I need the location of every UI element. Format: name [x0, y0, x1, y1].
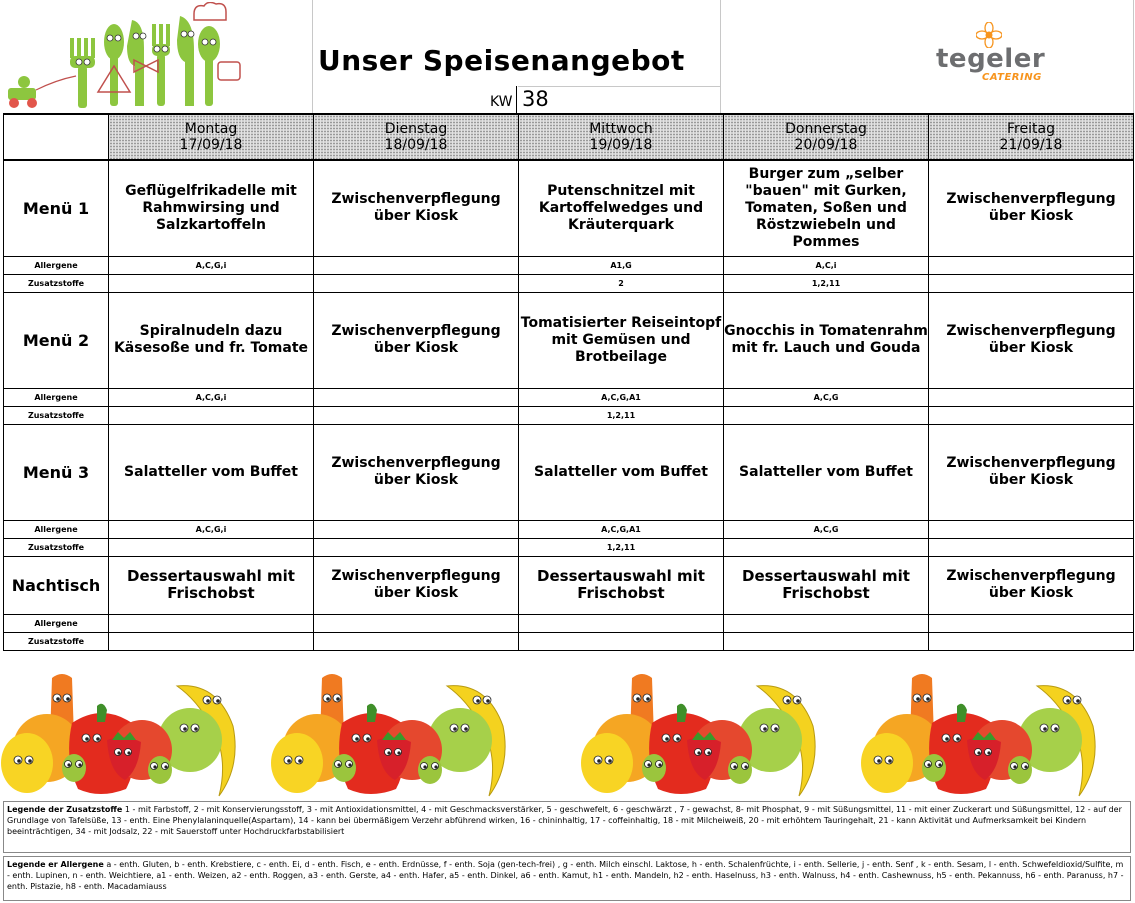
allergene-value: A,C,G [724, 388, 929, 406]
allergene-value [314, 614, 519, 632]
day-header: Mittwoch 19/09/18 [519, 114, 724, 160]
menu-label: Menü 1 [4, 160, 109, 256]
header [0, 0, 1135, 115]
menu-label: Nachtisch [4, 556, 109, 614]
menu-row [4, 292, 1134, 388]
zusatzstoffe-value: 1,2,11 [519, 538, 724, 556]
dish-cell: Geflügelfrikadelle mit Rahmwirsing und Salzkartoffeln [109, 160, 314, 256]
allergene-value: A1,G [519, 256, 724, 274]
allergene-value: A,C,G,i [109, 520, 314, 538]
dish-cell: Spiralnudeln dazu Käsesoße und fr. Tomate [109, 292, 314, 388]
zusatzstoffe-value [109, 632, 314, 650]
allergene-value [519, 614, 724, 632]
zusatzstoffe-value: 1,2,11 [519, 406, 724, 424]
allergene-row [4, 520, 1134, 538]
zusatzstoffe-value: 2 [519, 274, 724, 292]
zusatzstoffe-value [109, 406, 314, 424]
allergene-value: A,C,i [724, 256, 929, 274]
dish-cell: Gnocchis in Tomatenrahm mit fr. Lauch und Gouda [724, 292, 929, 388]
day-header: Donnerstag 20/09/18 [724, 114, 929, 160]
zusatzstoffe-value [314, 538, 519, 556]
kw-number: 38 [522, 87, 549, 111]
allergene-legend-text: a - enth. Gluten, b - enth. Krebstiere, c - enth. Ei, d - enth. Fisch, e - enth. Erdnüsse, f - enth. Soja (gen-tech-frei) , g - enth. Milch einschl. Laktose, h - enth. Schalenfrüchte, i - enth. Sellerie, j - enth. Senf , k - enth. Sesam, l - enth. Schwefeldioxid/Sulfite, m - enth. Lupinen, n - enth. Weichtiere, a1 - enth. Weizen, a2 - enth. Roggen, a3 - enth. Gerste, a4 - enth. Hafer, a5 - enth. Dinkel, a6 - enth. Kamut, h1 - enth. Mandeln, h2 - enth. Haselnuss, h3 - enth. Walnuss, h4 - enth. Cashewnuss, h5 - enth. Pekannuss, h6 - enth. Paranuss, h7 - enth. Pistazie, h8 - enth. Macadamiauss [7, 860, 1124, 891]
dish-cell: Dessertauswahl mit Frischobst [519, 556, 724, 614]
day-header: Montag 17/09/18 [109, 114, 314, 160]
dish-cell: Zwischenverpflegung über Kiosk [314, 424, 519, 520]
allergene-row [4, 388, 1134, 406]
zusatzstoffe-row [4, 538, 1134, 556]
allergene-value [929, 614, 1134, 632]
zusatzstoffe-value [724, 632, 929, 650]
dish-cell: Zwischenverpflegung über Kiosk [314, 556, 519, 614]
allergene-value: A,C,G,A1 [519, 520, 724, 538]
zusatzstoffe-legend-title: Legende der Zusatzstoffe [7, 805, 123, 814]
dish-cell: Dessertauswahl mit Frischobst [724, 556, 929, 614]
menu-label: Menü 3 [4, 424, 109, 520]
allergene-value [109, 614, 314, 632]
allergene-value: A,C,G [724, 520, 929, 538]
menu-table [3, 113, 1134, 651]
allergene-row [4, 614, 1134, 632]
menu-row [4, 556, 1134, 614]
allergene-value: A,C,G,A1 [519, 388, 724, 406]
allergene-label: Allergene [4, 614, 109, 632]
dish-cell: Salatteller vom Buffet [724, 424, 929, 520]
zusatzstoffe-label: Zusatzstoffe [4, 406, 109, 424]
zusatzstoffe-label: Zusatzstoffe [4, 274, 109, 292]
allergene-value [929, 388, 1134, 406]
allergene-label: Allergene [4, 520, 109, 538]
dish-cell: Dessertauswahl mit Frischobst [109, 556, 314, 614]
logo-subtext: CATERING [982, 72, 1042, 83]
zusatzstoffe-row [4, 274, 1134, 292]
allergene-value: A,C,G,i [109, 388, 314, 406]
logo-text: tegeler [936, 44, 1046, 74]
dish-cell: Putenschnitzel mit Kartoffelwedges und Kräuterquark [519, 160, 724, 256]
allergene-legend [3, 856, 1131, 901]
day-header: Dienstag 18/09/18 [314, 114, 519, 160]
allergene-value [929, 520, 1134, 538]
zusatzstoffe-value [724, 538, 929, 556]
zusatzstoffe-value [724, 406, 929, 424]
allergene-value [929, 256, 1134, 274]
zusatzstoffe-value [929, 406, 1134, 424]
allergene-value: A,C,G,i [109, 256, 314, 274]
fruit-characters-illustration [0, 668, 1135, 798]
menu-label: Menü 2 [4, 292, 109, 388]
dish-cell: Zwischenverpflegung über Kiosk [314, 292, 519, 388]
zusatzstoffe-value [929, 632, 1134, 650]
allergene-value [724, 614, 929, 632]
dish-cell: Zwischenverpflegung über Kiosk [929, 424, 1134, 520]
zusatzstoffe-legend-text: 1 - mit Farbstoff, 2 - mit Konservierungsstoff, 3 - mit Antioxidationsmittel, 4 - mit Geschmacksverstärker, 5 - geschwefelt, 6 - geschwärzt , 7 - gewachst, 8- mit Phosphat, 9 - mit Süßungsmittel, 11 - mit einer Zuckerart und Süßungsmittel, 12 - auf der Grundlage von Tafelsüße, 13 - enth. Eine Phenylalaninquelle(Aspartam), 14 - kann bei übermäßigem Verzehr abführend wirken, 16 - chininhaltig, 17 - coffeinhaltig, 18 - mit Milcheiweiß, 20 - mit erhöhtem Tauringehalt, 21 - kann Aktivität und Aufmerksamkeit bei Kindern beeinträchtigen, 34 - mit Jodsalz, 22 - mit Sauerstoff unter Hochdruckfarbstabilisiert [7, 805, 1122, 836]
page-title: Unser Speisenangebot [318, 44, 685, 77]
zusatzstoffe-row [4, 406, 1134, 424]
menu-row [4, 160, 1134, 256]
allergene-value [314, 256, 519, 274]
day-header: Freitag 21/09/18 [929, 114, 1134, 160]
zusatzstoffe-value [109, 538, 314, 556]
zusatzstoffe-label: Zusatzstoffe [4, 538, 109, 556]
zusatzstoffe-value [929, 274, 1134, 292]
allergene-label: Allergene [4, 256, 109, 274]
tegeler-logo [936, 22, 1056, 86]
dish-cell: Zwischenverpflegung über Kiosk [929, 556, 1134, 614]
dish-cell: Zwischenverpflegung über Kiosk [929, 292, 1134, 388]
allergene-label: Allergene [4, 388, 109, 406]
day-header-row [4, 114, 1134, 160]
kw-label: KW [490, 94, 513, 110]
zusatzstoffe-value: 1,2,11 [724, 274, 929, 292]
zusatzstoffe-value [929, 538, 1134, 556]
zusatzstoffe-value [109, 274, 314, 292]
allergene-value [314, 388, 519, 406]
menu-row [4, 424, 1134, 520]
dish-cell: Salatteller vom Buffet [109, 424, 314, 520]
zusatzstoffe-value [519, 632, 724, 650]
allergene-value [314, 520, 519, 538]
zusatzstoffe-value [314, 274, 519, 292]
dish-cell: Zwischenverpflegung über Kiosk [314, 160, 519, 256]
zusatzstoffe-label: Zusatzstoffe [4, 632, 109, 650]
cutlery-mascot-logo [2, 2, 252, 112]
zusatzstoffe-legend [3, 801, 1131, 853]
dish-cell: Tomatisierter Reiseintopf mit Gemüsen und Brotbeilage [519, 292, 724, 388]
zusatzstoffe-value [314, 632, 519, 650]
allergene-legend-title: Legende er Allergene [7, 860, 104, 869]
dish-cell: Zwischenverpflegung über Kiosk [929, 160, 1134, 256]
zusatzstoffe-value [314, 406, 519, 424]
dish-cell: Salatteller vom Buffet [519, 424, 724, 520]
zusatzstoffe-row [4, 632, 1134, 650]
dish-cell: Burger zum „selber "bauen" mit Gurken, Tomaten, Soßen und Röstzwiebeln und Pommes [724, 160, 929, 256]
fruit-illustration-band [0, 668, 1135, 798]
allergene-row [4, 256, 1134, 274]
